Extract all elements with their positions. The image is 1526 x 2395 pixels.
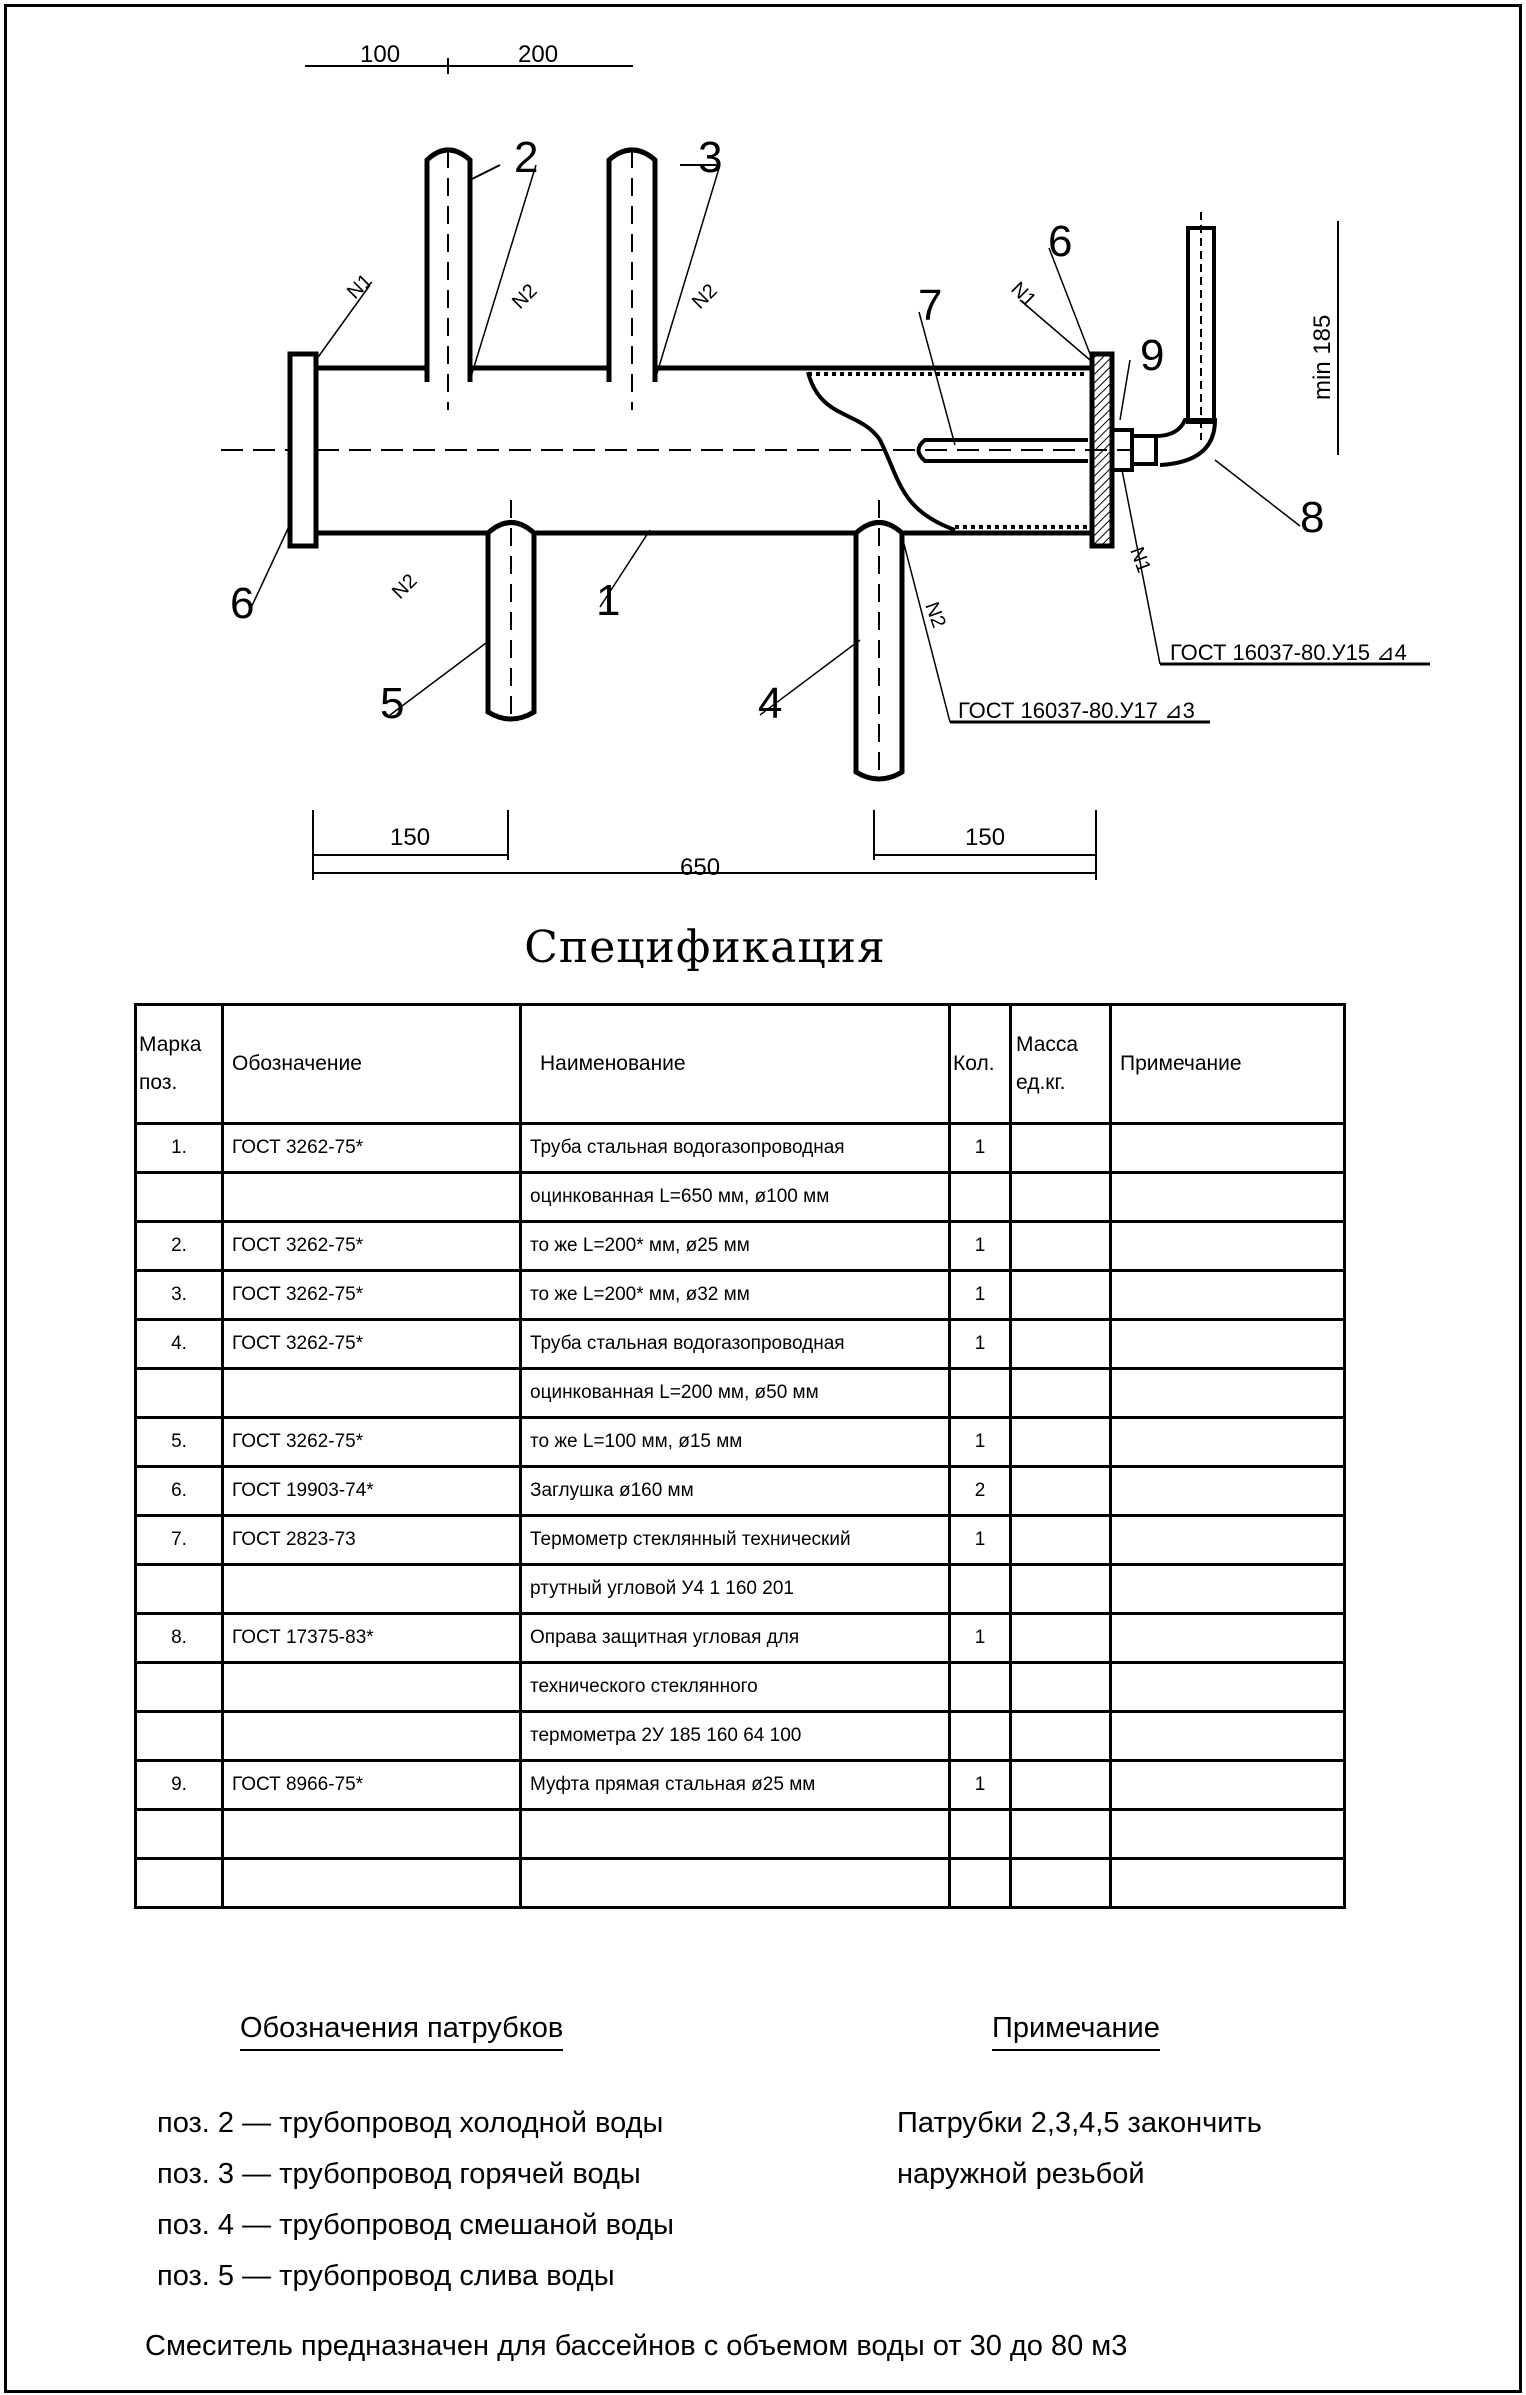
table-row (136, 1369, 1345, 1418)
cell-name (521, 1810, 950, 1859)
cell-mark: 9. (136, 1761, 223, 1810)
cell-note (1111, 1320, 1345, 1369)
cell-note (1111, 1712, 1345, 1761)
cell-name: Труба стальная водогазопроводная (521, 1124, 950, 1173)
dim-650: 650 (680, 854, 721, 881)
spec-title: Спецификация (524, 922, 886, 973)
cell-note (1111, 1467, 1345, 1516)
pos-2: 2 (514, 133, 539, 182)
cell-designation: ГОСТ 3262-75* (223, 1124, 521, 1173)
nozzles-heading: Обозначения патрубков (240, 2012, 563, 2051)
cell-name: технического стеклянного (521, 1663, 950, 1712)
cell-name: оцинкованная L=200 мм, ø50 мм (521, 1369, 950, 1418)
cell-qty: 1 (950, 1320, 1011, 1369)
nozzles-list (157, 2098, 674, 2302)
cell-designation: ГОСТ 8966-75* (223, 1761, 521, 1810)
table-row (136, 1320, 1345, 1369)
cell-mass (1011, 1663, 1111, 1712)
dim-min-185: min 185 (1309, 314, 1336, 400)
cell-designation: ГОСТ 3262-75* (223, 1222, 521, 1271)
cell-mass (1011, 1565, 1111, 1614)
pos-5: 5 (380, 679, 405, 728)
cell-designation: ГОСТ 3262-75* (223, 1271, 521, 1320)
header-note: Примечание (1111, 1005, 1345, 1124)
cell-mass (1011, 1614, 1111, 1663)
nozzle-item: поз. 5 — трубопровод слива воды (157, 2260, 615, 2292)
cell-mark: 6. (136, 1467, 223, 1516)
dim-150-left: 150 (390, 824, 431, 851)
cell-name: ртутный угловой У4 1 160 201 (521, 1565, 950, 1614)
note-heading: Примечание (992, 2012, 1160, 2051)
cell-qty: 1 (950, 1614, 1011, 1663)
cell-name: термометра 2У 185 160 64 100 (521, 1712, 950, 1761)
right-flange (1092, 354, 1112, 546)
cell-name: Заглушка ø160 мм (521, 1467, 950, 1516)
cell-mass (1011, 1418, 1111, 1467)
cell-mass (1011, 1810, 1111, 1859)
cell-note (1111, 1565, 1345, 1614)
table-row (136, 1271, 1345, 1320)
pos-3: 3 (698, 133, 723, 182)
cell-qty (950, 1810, 1011, 1859)
cell-qty (950, 1859, 1011, 1908)
cell-mass (1011, 1467, 1111, 1516)
cell-note (1111, 1859, 1345, 1908)
weld-callout-u15: ГОСТ 16037-80.У15 ⊿4 (1170, 640, 1407, 665)
cell-note (1111, 1516, 1345, 1565)
table-row (136, 1859, 1345, 1908)
cell-name (521, 1859, 950, 1908)
cell-note (1111, 1761, 1345, 1810)
pos-8: 8 (1300, 493, 1325, 542)
weld-n1-right: N1 (1006, 277, 1041, 312)
cell-name: Муфта прямая стальная ø25 мм (521, 1761, 950, 1810)
cell-qty (950, 1565, 1011, 1614)
cell-designation (223, 1565, 521, 1614)
cell-mark: 8. (136, 1614, 223, 1663)
table-row (136, 1516, 1345, 1565)
spec-body (136, 1124, 1345, 1908)
cell-mark: 2. (136, 1222, 223, 1271)
cell-note (1111, 1222, 1345, 1271)
table-row (136, 1124, 1345, 1173)
cell-name: то же L=100 мм, ø15 мм (521, 1418, 950, 1467)
weld-n1-bottom: N1 (1125, 544, 1155, 576)
cell-designation (223, 1173, 521, 1222)
cell-name: то же L=200* мм, ø25 мм (521, 1222, 950, 1271)
dim-100: 100 (360, 41, 401, 68)
table-row (136, 1222, 1345, 1271)
table-row (136, 1663, 1345, 1712)
cell-mark: 1. (136, 1124, 223, 1173)
cell-qty: 1 (950, 1271, 1011, 1320)
table-row (136, 1614, 1345, 1663)
note-line: наружной резьбой (897, 2158, 1145, 2190)
cell-note (1111, 1369, 1345, 1418)
cell-note (1111, 1418, 1345, 1467)
header-mark: Марка поз. (136, 1005, 223, 1124)
weld-callout-u17: ГОСТ 16037-80.У17 ⊿3 (958, 698, 1195, 723)
note-text (897, 2098, 1262, 2200)
header-qty: Кол. (950, 1005, 1011, 1124)
cell-qty: 1 (950, 1418, 1011, 1467)
cell-mass (1011, 1124, 1111, 1173)
cell-name: Термометр стеклянный технический (521, 1516, 950, 1565)
table-row (136, 1467, 1345, 1516)
dim-200: 200 (518, 41, 559, 68)
nozzle-item: поз. 2 — трубопровод холодной воды (157, 2107, 664, 2139)
table-row (136, 1761, 1345, 1810)
table-row (136, 1565, 1345, 1614)
cell-mass (1011, 1320, 1111, 1369)
table-row (136, 1418, 1345, 1467)
cell-qty (950, 1369, 1011, 1418)
weld-n2-pipe2: N2 (507, 279, 542, 314)
cell-mark: 3. (136, 1271, 223, 1320)
cell-mark: 5. (136, 1418, 223, 1467)
cell-mass (1011, 1712, 1111, 1761)
cell-designation: ГОСТ 3262-75* (223, 1320, 521, 1369)
header-name: Наименование (521, 1005, 950, 1124)
cell-qty: 1 (950, 1222, 1011, 1271)
pos-4: 4 (758, 679, 783, 728)
note-line: Патрубки 2,3,4,5 закончить (897, 2107, 1262, 2139)
cell-qty (950, 1663, 1011, 1712)
cell-mass (1011, 1516, 1111, 1565)
cell-designation (223, 1810, 521, 1859)
cell-designation: ГОСТ 17375-83* (223, 1614, 521, 1663)
cell-note (1111, 1124, 1345, 1173)
cell-designation (223, 1859, 521, 1908)
cell-note (1111, 1614, 1345, 1663)
header-mass: Масса ед.кг. (1011, 1005, 1111, 1124)
cell-mark (136, 1810, 223, 1859)
cell-name: оцинкованная L=650 мм, ø100 мм (521, 1173, 950, 1222)
cell-note (1111, 1663, 1345, 1712)
dim-150-right: 150 (965, 824, 1006, 851)
cell-mass (1011, 1369, 1111, 1418)
cell-mark (136, 1173, 223, 1222)
cell-mark (136, 1369, 223, 1418)
cell-mark (136, 1565, 223, 1614)
cell-mark (136, 1663, 223, 1712)
cell-designation: ГОСТ 19903-74* (223, 1467, 521, 1516)
cell-mass (1011, 1173, 1111, 1222)
pos-9: 9 (1140, 331, 1165, 380)
left-flange (290, 354, 316, 546)
pos-6-left: 6 (230, 579, 255, 628)
cell-mass (1011, 1222, 1111, 1271)
cell-note (1111, 1810, 1345, 1859)
cell-designation (223, 1712, 521, 1761)
cell-designation (223, 1663, 521, 1712)
cell-name: то же L=200* мм, ø32 мм (521, 1271, 950, 1320)
cell-qty: 2 (950, 1467, 1011, 1516)
nozzle-item: поз. 4 — трубопровод смешаной воды (157, 2209, 675, 2241)
cell-qty (950, 1712, 1011, 1761)
footer-text: Смеситель предназначен для бассейнов с объемом воды от 30 до 80 м3 (145, 2330, 1128, 2362)
spec-header-row (136, 1005, 1345, 1124)
cell-mass (1011, 1761, 1111, 1810)
cell-qty: 1 (950, 1761, 1011, 1810)
table-row (136, 1173, 1345, 1222)
table-row (136, 1712, 1345, 1761)
cell-mark (136, 1859, 223, 1908)
cell-designation: ГОСТ 2823-73 (223, 1516, 521, 1565)
cell-mark: 7. (136, 1516, 223, 1565)
header-designation: Обозначение (223, 1005, 521, 1124)
cell-mark (136, 1712, 223, 1761)
table-row (136, 1810, 1345, 1859)
weld-n2-pipe4: N2 (920, 599, 950, 631)
nozzle-item: поз. 3 — трубопровод горячей воды (157, 2158, 641, 2190)
weld-n1-left: N1 (342, 269, 377, 304)
pos-1: 1 (596, 576, 621, 625)
cell-designation: ГОСТ 3262-75* (223, 1418, 521, 1467)
cell-name: Оправа защитная угловая для (521, 1614, 950, 1663)
mixer-drawing (0, 0, 1526, 920)
cell-qty (950, 1173, 1011, 1222)
cell-name: Труба стальная водогазопроводная (521, 1320, 950, 1369)
cell-mass (1011, 1859, 1111, 1908)
pos-7: 7 (918, 281, 943, 330)
cell-designation (223, 1369, 521, 1418)
weld-n2-pipe3: N2 (687, 279, 722, 314)
pos-6-right: 6 (1048, 217, 1073, 266)
spec-table (134, 1003, 1346, 1909)
cell-mass (1011, 1271, 1111, 1320)
weld-n2-pipe5: N2 (387, 569, 422, 604)
cell-note (1111, 1173, 1345, 1222)
cell-mark: 4. (136, 1320, 223, 1369)
cell-note (1111, 1271, 1345, 1320)
cell-qty: 1 (950, 1516, 1011, 1565)
cell-qty: 1 (950, 1124, 1011, 1173)
